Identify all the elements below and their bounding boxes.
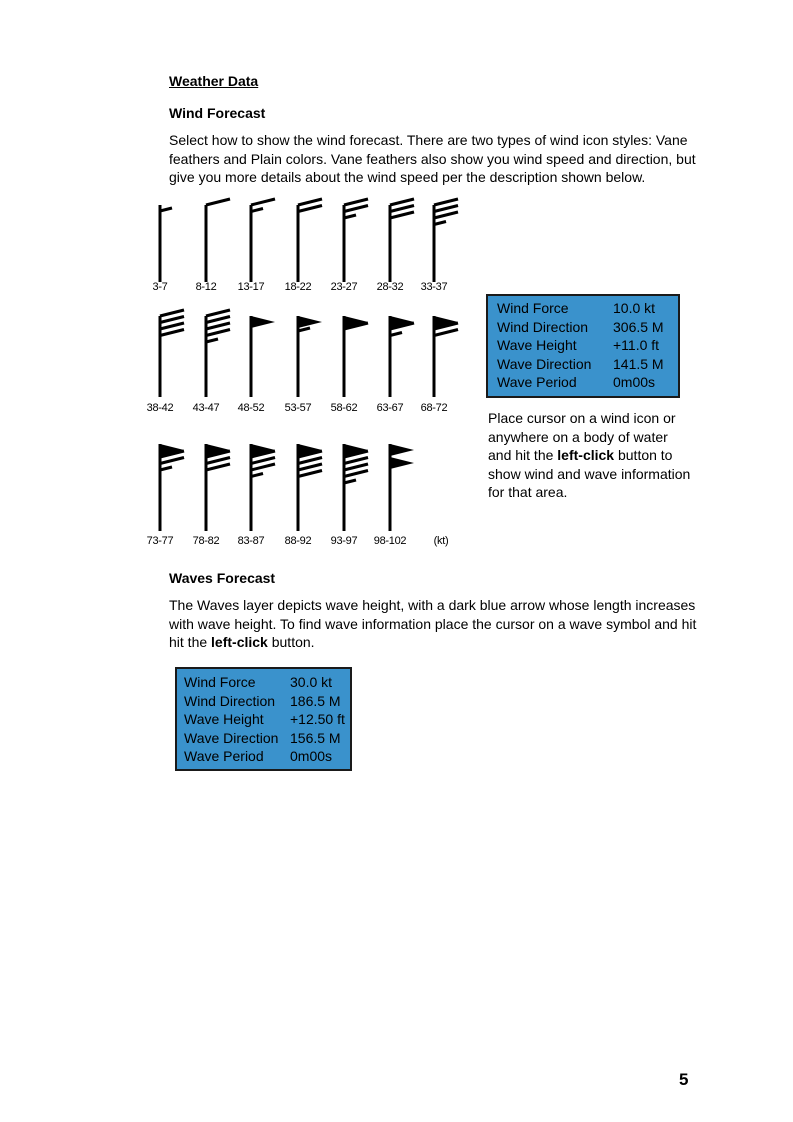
wind-speed-label: 93-97	[330, 535, 358, 547]
barb-half-feather	[206, 339, 218, 342]
barb-full-feather	[160, 330, 184, 336]
instruction-text: and hit the	[488, 447, 558, 463]
barb-pennant	[298, 316, 322, 328]
info-key: Wind Direction	[184, 692, 276, 709]
barb-half-feather	[434, 222, 446, 225]
wind-speed-label: 23-27	[330, 281, 358, 293]
barb-full-feather	[160, 458, 184, 464]
wind-barb-icon	[298, 316, 322, 397]
wind-barb-icon	[344, 444, 368, 531]
barb-full-feather	[298, 206, 322, 212]
wind-barb-icon	[434, 199, 458, 282]
barb-full-feather	[390, 199, 414, 205]
left-click-emphasis: left-click	[211, 634, 268, 650]
info-row-wind-force	[497, 299, 678, 318]
wind-barb-icon	[160, 205, 172, 282]
waves-text: button.	[267, 634, 315, 650]
barb-full-feather	[390, 212, 414, 218]
info-row-wave-height	[497, 336, 678, 355]
barb-full-feather	[160, 317, 184, 323]
info-value: +11.0 ft	[613, 337, 660, 354]
barb-full-feather	[160, 323, 184, 329]
info-key: Wave Direction	[184, 729, 279, 746]
section-title: Weather Data	[169, 73, 259, 89]
wind-barb-icon	[206, 199, 230, 282]
wind-speed-label: 98-102	[373, 535, 407, 547]
wind-speed-label: 58-62	[330, 402, 358, 414]
info-value: 141.5 M	[613, 355, 664, 372]
barb-pennant	[390, 457, 414, 469]
barb-full-feather	[160, 310, 184, 316]
barb-full-feather	[434, 212, 458, 218]
wind-speed-label: 8-12	[195, 281, 217, 293]
waves-desc-line-1: The Waves layer depicts wave height, with a dark blue arrow whose length increases	[169, 597, 696, 613]
instruction-text: button to	[614, 447, 673, 463]
instruction-line-4: show wind and wave information	[488, 465, 691, 482]
info-key: Wind Force	[184, 674, 256, 690]
barb-full-feather	[206, 323, 230, 329]
info-value: 0m00s	[290, 748, 333, 765]
instruction-line-2: anywhere on a body of water	[488, 428, 668, 445]
info-key: Wave Direction	[497, 355, 592, 372]
barb-half-feather	[251, 474, 263, 477]
info-value: 0m00s	[613, 374, 656, 391]
wind-barb-icon	[206, 444, 230, 531]
barb-full-feather	[434, 199, 458, 205]
barb-half-feather	[344, 215, 356, 218]
wind-desc-line-3: give you more details about the wind speed per the description shown below.	[169, 169, 646, 185]
waves-forecast-description	[169, 596, 729, 652]
wind-barb-icon	[160, 310, 184, 397]
barb-full-feather	[206, 310, 230, 316]
info-value: 10.0 kt	[613, 300, 656, 316]
instruction-line-1: Place cursor on a wind icon or	[488, 410, 676, 426]
instruction-line-3	[488, 446, 728, 465]
waves-forecast-heading: Waves Forecast	[169, 570, 276, 586]
waves-text: hit the	[169, 634, 212, 650]
barb-full-feather	[390, 206, 414, 212]
info-key: Wind Direction	[497, 318, 589, 335]
wind-forecast-heading: Wind Forecast	[169, 105, 266, 121]
wind-barb-icon	[251, 199, 275, 282]
info-key: Wave Period	[184, 748, 264, 765]
info-value: 306.5 M	[613, 318, 664, 335]
info-row-wave-period	[184, 747, 350, 766]
knots-unit-label: (kt)	[433, 535, 449, 547]
barb-full-feather	[434, 330, 458, 336]
barb-full-feather	[434, 206, 458, 212]
wind-barb-icon	[160, 444, 184, 531]
wind-speed-label: 78-82	[192, 535, 220, 547]
wind-barb-icon	[390, 444, 414, 531]
wind-barb-icon	[344, 316, 368, 397]
barb-full-feather	[344, 206, 368, 212]
barb-half-feather	[160, 467, 172, 470]
barb-half-feather	[298, 328, 310, 331]
wind-instruction-text	[488, 409, 728, 502]
wind-barb-icon	[298, 444, 322, 531]
barb-full-feather	[206, 330, 230, 336]
barb-full-feather	[251, 199, 275, 205]
info-row-wind-force	[184, 673, 350, 692]
wind-speed-label: 63-67	[376, 402, 404, 414]
barb-full-feather	[298, 199, 322, 205]
wind-speed-label: 68-72	[420, 402, 448, 414]
wind-desc-line-1: Select how to show the wind forecast. There are two types of wind icon styles: Vane	[169, 132, 688, 148]
barb-half-feather	[251, 209, 263, 212]
wind-barb-icon	[251, 444, 275, 531]
barb-full-feather	[344, 199, 368, 205]
info-key: Wave Height	[497, 337, 577, 354]
barb-pennant	[390, 444, 414, 456]
wind-speed-label: 3-7	[152, 281, 168, 293]
info-row-wave-period	[497, 373, 678, 392]
barb-half-feather	[344, 480, 356, 483]
info-value: 30.0 kt	[290, 674, 333, 690]
barb-half-feather	[160, 208, 172, 211]
barb-full-feather	[298, 458, 322, 464]
barb-full-feather	[251, 464, 275, 470]
wind-barb-icon	[251, 316, 275, 397]
barb-full-feather	[344, 464, 368, 470]
wind-barb-icon	[434, 316, 458, 397]
barb-full-feather	[206, 464, 230, 470]
info-value: 186.5 M	[290, 692, 341, 709]
wind-speed-label: 73-77	[146, 535, 174, 547]
wind-barb-icon	[298, 199, 322, 282]
instruction-line-5: for that area.	[488, 484, 568, 500]
wind-speed-label: 18-22	[284, 281, 312, 293]
wind-speed-label: 33-37	[420, 281, 448, 293]
info-row-wind-direction	[184, 692, 350, 711]
waves-desc-line-3	[169, 633, 729, 652]
info-row-wave-direction	[497, 355, 678, 374]
barb-full-feather	[251, 458, 275, 464]
wind-speed-label: 28-32	[376, 281, 404, 293]
wind-barb-icon	[390, 199, 414, 282]
info-row-wave-height	[184, 710, 350, 729]
barb-half-feather	[390, 333, 402, 336]
info-value: +12.50 ft	[290, 711, 345, 728]
barb-full-feather	[206, 317, 230, 323]
waves-info-box	[175, 667, 352, 771]
info-key: Wave Height	[184, 711, 264, 728]
info-key: Wind Force	[497, 300, 569, 316]
info-row-wind-direction	[497, 318, 678, 337]
wind-desc-line-2: feathers and Plain colors. Vane feathers also show you wind speed and direction, but	[169, 150, 696, 167]
wind-speed-label: 53-57	[284, 402, 312, 414]
info-key: Wave Period	[497, 374, 577, 391]
wind-info-box	[486, 294, 680, 398]
wind-speed-label: 88-92	[284, 535, 312, 547]
waves-desc-line-2: with wave height. To find wave information place the cursor on a wave symbol and hit	[169, 615, 697, 632]
left-click-emphasis: left-click	[557, 447, 615, 463]
barb-full-feather	[298, 464, 322, 470]
info-row-wave-direction	[184, 729, 350, 748]
barb-full-feather	[206, 199, 230, 205]
wind-speed-label: 83-87	[237, 535, 265, 547]
wind-barb-icon	[344, 199, 368, 282]
wind-speed-label: 38-42	[146, 402, 174, 414]
barb-full-feather	[344, 458, 368, 464]
barb-full-feather	[298, 471, 322, 477]
barb-full-feather	[344, 471, 368, 477]
info-value: 156.5 M	[290, 729, 341, 746]
barb-full-feather	[206, 458, 230, 464]
wind-speed-label: 43-47	[192, 402, 220, 414]
barb-pennant	[251, 316, 275, 328]
wind-speed-label: 48-52	[237, 402, 265, 414]
wind-barb-icon	[206, 310, 230, 397]
wind-barb-icon	[390, 316, 414, 397]
wind-speed-label: 13-17	[237, 281, 265, 293]
page-number: 5	[679, 1070, 689, 1089]
